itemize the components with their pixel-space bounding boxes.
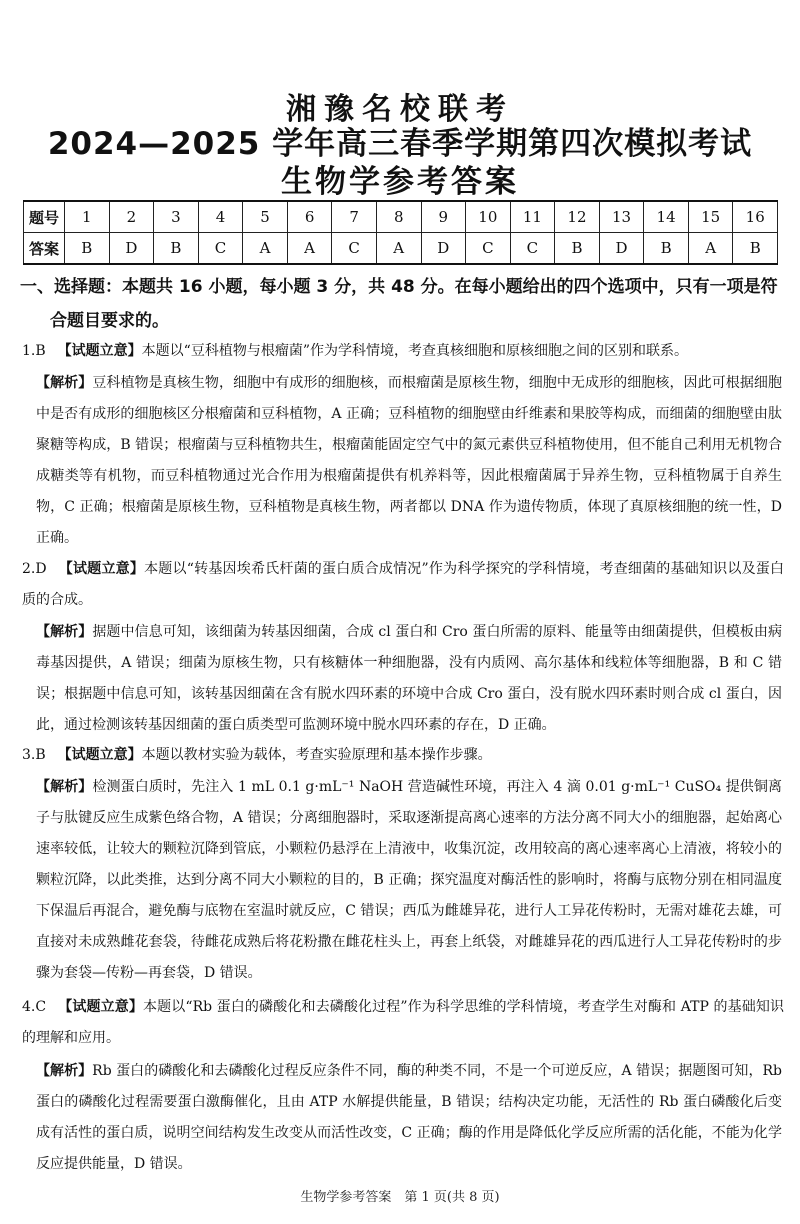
analysis-tag: 【解析】	[36, 779, 93, 795]
intent-text: 本题以“Rb 蛋白的磷酸化和去磷酸化过程”作为科学思维的学科情境，考查学生对酶和 ATP 的基础知识的理解和应用。	[22, 999, 784, 1046]
exam-org-title: 湘豫名校联考	[286, 92, 514, 127]
table-cell: 15	[688, 201, 733, 233]
question-3-analysis	[36, 772, 782, 989]
table-cell: C	[510, 233, 555, 265]
intent-text: 本题以“转基因埃希氏杆菌的蛋白质合成情况”作为科学探究的学科情境，考查细菌的基础知识以及蛋白质的合成。	[22, 561, 785, 608]
row-label: 答案	[24, 233, 65, 265]
table-cell: 8	[376, 201, 421, 233]
table-cell: C	[466, 233, 511, 265]
analysis-tag: 【解析】	[36, 375, 93, 391]
intent-tag: 【试题立意】	[57, 343, 142, 359]
analysis-tag: 【解析】	[36, 624, 93, 640]
question-number-row	[24, 201, 778, 233]
intent-text: 本题以教材实验为载体，考查实验原理和基本操作步骤。	[141, 747, 492, 763]
table-cell: C	[198, 233, 243, 265]
answer-table	[23, 200, 778, 265]
analysis-text: 豆科植物是真核生物，细胞中有成形的细胞核，而根瘤菌是原核生物，细胞中无成形的细胞核，因此可根据细胞中是否有成形的细胞核区分根瘤菌和豆科植物，A 正确；豆科植物的细胞壁由纤维素和果胶等构成，而细菌的细胞壁由肽聚糖等构成，B 错误；根瘤菌与豆科植物共生，根瘤菌能固定空气中的氮元素供豆科植物使用，但不能自己利用无机物合成糖类等有机物，而豆科植物通过光合作用为根瘤菌提供有机养料等，因此根瘤菌属于异养生物，豆科植物属于自养生物，C 正确；根瘤菌是原核生物，豆科植物是真核生物，两者都以 DNA 作为遗传物质，体现了真原核细胞的统一性，D 正确。	[36, 375, 783, 546]
intent-tag: 【试题立意】	[58, 561, 145, 577]
answer-key-title: 生物学参考答案	[281, 164, 519, 200]
page-footer: 生物学参考答案 第 1 页(共 8 页)	[300, 1190, 500, 1205]
table-cell: 3	[154, 201, 199, 233]
table-cell: B	[733, 233, 778, 265]
table-cell: C	[332, 233, 377, 265]
intent-tag: 【试题立意】	[57, 747, 142, 763]
table-cell: 16	[733, 201, 778, 233]
question-2-analysis	[36, 617, 782, 741]
table-cell: B	[65, 233, 110, 265]
section-heading-line1: 一、选择题：本题共 16 小题，每小题 3 分，共 48 分。在每小题给出的四个选项中，只有一项是符	[20, 277, 778, 297]
section-heading	[20, 270, 790, 338]
exam-title: 2024—2025 学年高三春季学期第四次模拟考试	[47, 126, 753, 162]
section-heading-line2: 合题目要求的。	[50, 311, 169, 331]
question-3-intent	[22, 740, 784, 771]
question-number: 1.B	[22, 343, 46, 359]
table-cell: B	[154, 233, 199, 265]
table-cell: B	[555, 233, 600, 265]
table-cell: 14	[644, 201, 689, 233]
answer-row	[24, 233, 778, 265]
analysis-text: 据题中信息可知，该细菌为转基因细菌，合成 cl 蛋白和 Cro 蛋白所需的原料、能量等由细菌提供，但模板由病毒基因提供，A 错误；细菌为原核生物，只有核糖体一种细胞器，没有内质网、高尔基体和线粒体等细胞器，B 和 C 错误；根据题中信息可知，该转基因细菌在含有脱水四环素的环境中合成 Cro 蛋白，没有脱水四环素时则合成 cl 蛋白，因此，通过检测该转基因细菌的蛋白质类型可监测环境中脱水四环素的存在，D 正确。	[36, 624, 782, 733]
question-number: 4.C	[22, 999, 47, 1015]
table-cell: 1	[65, 201, 110, 233]
analysis-text: 检测蛋白质时，先注入 1 mL 0.1 g·mL⁻¹ NaOH 营造碱性环境，再注入 4 滴 0.01 g·mL⁻¹ CuSO₄ 提供铜离子与肽键反应生成紫色络合物，A 错误；分离细胞器时，采取逐渐提高离心速率的方法分离不同大小的细胞器，起始离心速率较低，让较大的颗粒沉降到管底，小颗粒仍悬浮在上清液中，收集沉淀，改用较高的离心速率离心上清液，将较小的颗粒沉降，以此类推，达到分离不同大小颗粒的目的，B 正确；探究温度对酶活性的影响时，将酶与底物分别在相同温度下保温后再混合，避免酶与底物在室温时就反应，C 错误；西瓜为雌雄异花，进行人工异花传粉时，无需对雄花去雄，可直接对未成熟雌花套袋，待雌花成熟后将花粉撒在雌花柱头上，再套上纸袋，对雌雄异花的西瓜进行人工异花传粉时的步骤为套袋—传粉—再套袋，D 错误。	[36, 779, 783, 981]
table-cell: A	[376, 233, 421, 265]
table-cell: A	[243, 233, 288, 265]
question-4-analysis	[36, 1056, 782, 1180]
table-cell: 5	[243, 201, 288, 233]
analysis-tag: 【解析】	[36, 1063, 93, 1079]
question-1-intent	[22, 336, 784, 367]
table-cell: 13	[599, 201, 644, 233]
table-cell: 7	[332, 201, 377, 233]
table-cell: A	[287, 233, 332, 265]
analysis-text: Rb 蛋白的磷酸化和去磷酸化过程反应条件不同，酶的种类不同，不是一个可逆反应，A 错误；据题图可知，Rb 蛋白的磷酸化过程需要蛋白激酶催化，且由 ATP 水解提供能量，B 错误；结构决定功能，无活性的 Rb 蛋白磷酸化后变成有活性的蛋白质，说明空间结构发生改变从而活性改变，C 正确；酶的作用是降低化学反应所需的活化能，不能为化学反应提供能量，D 错误。	[36, 1063, 782, 1172]
table-cell: A	[688, 233, 733, 265]
table-cell: 9	[421, 201, 466, 233]
table-cell: 4	[198, 201, 243, 233]
question-2-intent	[22, 554, 784, 616]
table-cell: 2	[109, 201, 154, 233]
table-cell: 11	[510, 201, 555, 233]
table-cell: 6	[287, 201, 332, 233]
table-cell: 10	[466, 201, 511, 233]
intent-tag: 【试题立意】	[58, 999, 144, 1015]
question-number: 3.B	[22, 747, 46, 763]
table-cell: 12	[555, 201, 600, 233]
table-cell: D	[421, 233, 466, 265]
intent-text: 本题以“豆科植物与根瘤菌”作为学科情境，考查真核细胞和原核细胞之间的区别和联系。	[141, 343, 688, 359]
table-cell: B	[644, 233, 689, 265]
row-label: 题号	[24, 201, 65, 233]
table-cell: D	[109, 233, 154, 265]
table-cell: D	[599, 233, 644, 265]
question-number: 2.D	[22, 561, 47, 577]
question-4-intent	[22, 992, 784, 1054]
question-1-analysis	[36, 368, 782, 554]
